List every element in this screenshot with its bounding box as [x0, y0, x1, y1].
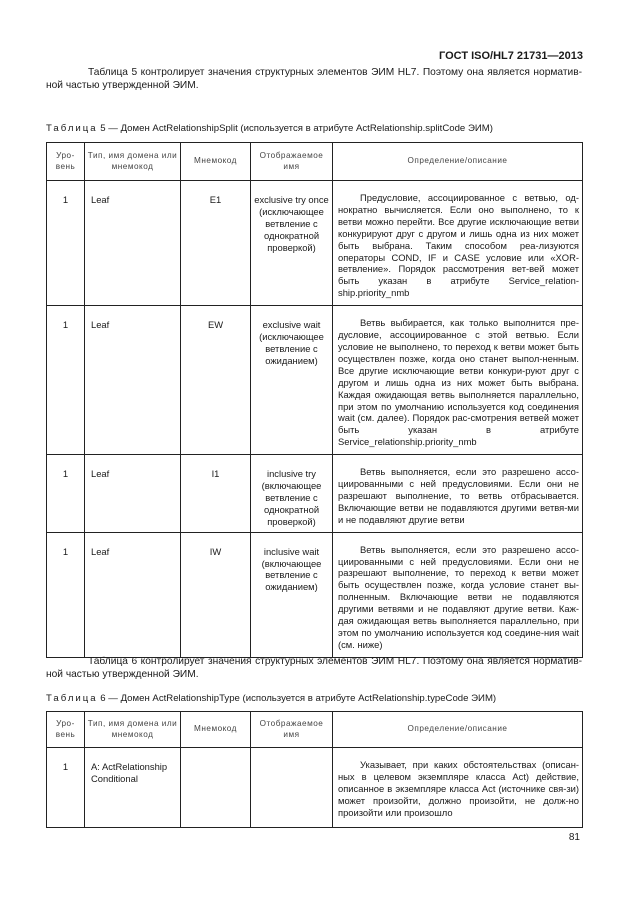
cell-definition [333, 455, 583, 533]
table5-header-display: Отображаемое имя [251, 143, 333, 181]
cell-code: I1 [181, 455, 251, 533]
table5-caption: Таблица 5 — Домен ActRelationshipSplit (используется в атрибуте ActRelationship.splitCode ЭИМ) [46, 123, 493, 134]
table6-header-row [47, 712, 583, 748]
table6-header-level: Уро-вень [47, 712, 85, 748]
table5-header-definition: Определение/описание [333, 143, 583, 181]
table-row [47, 532, 583, 657]
cell-display [251, 748, 333, 828]
cell-code: E1 [181, 181, 251, 306]
cell-type: Leaf [85, 532, 181, 657]
cell-code: IW [181, 532, 251, 657]
table5 [46, 142, 583, 658]
cell-type: Leaf [85, 306, 181, 455]
table6-header-definition: Определение/описание [333, 712, 583, 748]
definition-text: Предусловие, ассоциированное с ветвью, од-нократно вычисляется. Если оно выполнено, то к ветви можно перейти. Все другие исключающие ветви конкурируют друг с другом и лишь одна из них может быть выбрана. Таким способом реа-лизуются операторы COND, IF и CASE условие или «XOR-ветвление». Порядок рассмотрения вет-вей может быть указан в атрибуте Service_relation-ship.priority_nmb [338, 192, 579, 299]
cell-level: 1 [47, 748, 85, 828]
table-row [47, 181, 583, 306]
cell-display: inclusive wait (включающее ветвление с ожиданием) [251, 532, 333, 657]
cell-type: Leaf [85, 455, 181, 533]
definition-text: Ветвь выполняется, если это разрешено ассо-циированными с ней предусловиями. Если они не разрешают выполнение, то переход к ветви может быть осуществлен позже, когда условие станет вы-полненным. Включающие ветви не подавляются другими ветвями и не подавляют другие ветви. Каж-дая ожидающая ветвь выполняется параллельно, при этом по умолчанию используется код соедине-ния wait (см. ниже) [338, 543, 579, 650]
intro-paragraph-1: Таблица 5 контролирует значения структурных элементов ЭИМ HL7. Поэтому она является норматив-ной частью утвержденной ЭИМ. [46, 67, 582, 91]
table6-caption-text: Домен ActRelationshipType (используется в атрибуте ActRelationship.typeCode ЭИМ) [120, 693, 497, 704]
cell-definition [333, 181, 583, 306]
table6 [46, 711, 583, 828]
table5-caption-label: Таблица [46, 123, 98, 134]
cell-type: A: ActRelationship Conditional [85, 748, 181, 828]
table6-caption-number: 6 [100, 693, 106, 704]
cell-level: 1 [47, 306, 85, 455]
table5-header-code: Мнемокод [181, 143, 251, 181]
table5-header-type: Тип, имя домена или мнемокод [85, 143, 181, 181]
cell-type: Leaf [85, 181, 181, 306]
cell-level: 1 [47, 532, 85, 657]
page-number: 81 [568, 832, 580, 843]
table6-header-display: Отображаемое имя [251, 712, 333, 748]
table5-header-level: Уро-вень [47, 143, 85, 181]
cell-level: 1 [47, 181, 85, 306]
table6-header-code: Мнемокод [181, 712, 251, 748]
cell-code [181, 748, 251, 828]
table-row [47, 748, 583, 828]
table6-header-type: Тип, имя домена или мнемокод [85, 712, 181, 748]
cell-display: exclusive wait (исключающее ветвление с ожиданием) [251, 306, 333, 455]
cell-code: EW [181, 306, 251, 455]
table-row [47, 306, 583, 455]
cell-level: 1 [47, 455, 85, 533]
cell-definition [333, 306, 583, 455]
table5-header-row [47, 143, 583, 181]
definition-text: Ветвь выполняется, если это разрешено ассо-циированными с ней предусловиями. Если они не разрешают выполнение, то ветвь отбрасывается. Включающие ветви не подавляются другими ветвя-ми и не подавляют другие ветви [338, 466, 579, 525]
cell-display: inclusive try (включающее ветвление с однократной проверкой) [251, 455, 333, 533]
table6-caption-label: Таблица [46, 693, 98, 704]
cell-definition [333, 532, 583, 657]
table5-caption-number: 5 [100, 123, 106, 134]
table-row [47, 455, 583, 533]
intro-paragraph-2: Таблица 6 контролирует значения структурных элементов ЭИМ HL7. Поэтому она является норматив-ной частью утвержденной ЭИМ. [46, 656, 582, 680]
cell-definition [333, 748, 583, 828]
standard-designation: ГОСТ ISO/HL7 21731—2013 [439, 50, 583, 62]
definition-text: Указывает, при каких обстоятельствах (описан-ных в целевом экземпляре класса Act) действие, описанное в экземпляре класса Act (источнике свя-зи) может произойти, должно произойти, не долж-но произойти или произошло [338, 759, 579, 818]
table5-caption-text: Домен ActRelationshipSplit (используется в атрибуте ActRelationship.splitCode ЭИМ) [120, 123, 493, 134]
cell-display: exclusive try once (исключающее ветвление с однократной проверкой) [251, 181, 333, 306]
table6-caption: Таблица 6 — Домен ActRelationshipType (используется в атрибуте ActRelationship.typeCode ЭИМ) [46, 693, 497, 704]
definition-text: Ветвь выбирается, как только выполнится пре-дусловие, ассоциированное с этой ветвью. Если условие не выполнено, то переход к ветви может быть осуществлен позже, когда оно станет выпол-ненным. Все другие исключающие ветви конкури-руют друг с другом и лишь одна из них может быть выбрана. Каждая ожидающая ветвь выполняется параллельно, при этом по умолчанию используетcя код соединения wait (см. далее). Порядок рас-смотрения ветвей может быть указан в атрибуте Service_relationship.priority_nmb [338, 317, 579, 448]
